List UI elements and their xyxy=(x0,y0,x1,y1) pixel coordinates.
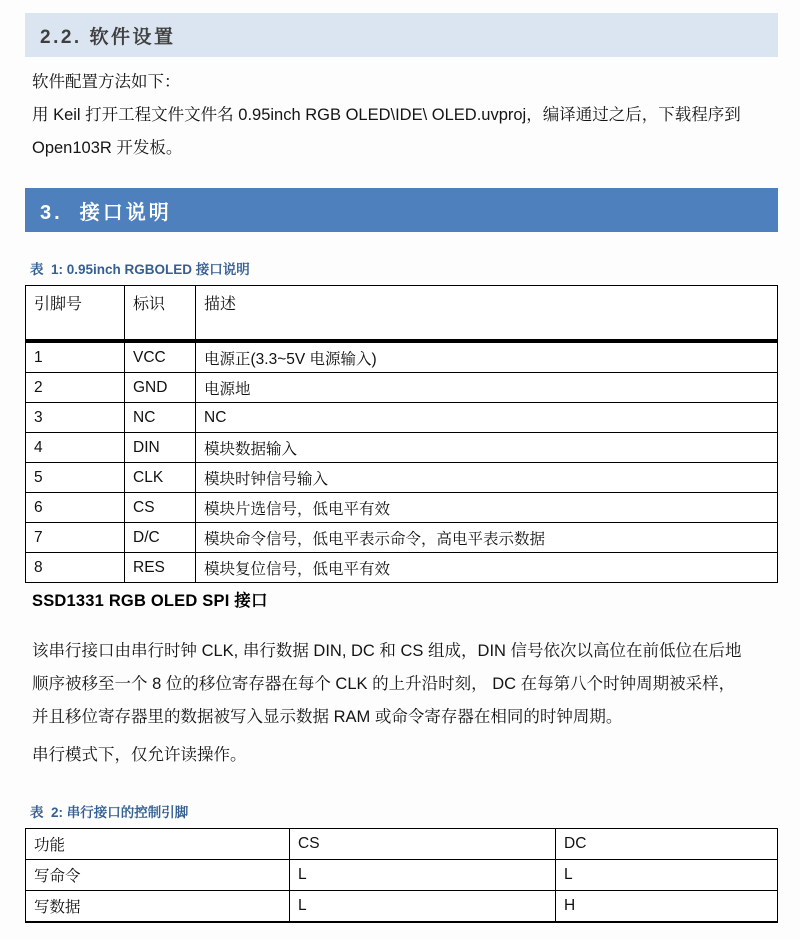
table2-header-dc: DC xyxy=(556,829,778,860)
pin-label: CS xyxy=(125,493,196,523)
paragraph-line: Open103R 开发板。 xyxy=(32,139,183,157)
table1-caption: 表 1: 0.95inch RGBOLED 接口说明 xyxy=(30,262,250,277)
pin-number: 1 xyxy=(26,341,125,373)
dc-level: L xyxy=(556,860,778,891)
serial-mode-note: 串行模式下，仅允许读操作。 xyxy=(32,746,247,764)
pin-description-table xyxy=(25,285,778,583)
paragraph-line: 该串行接口由串行时钟 CLK, 串行数据 DIN, DC 和 CS 组成，DIN 信号依次以高位在前低位在后地 xyxy=(32,642,742,660)
table-header-row xyxy=(26,829,778,860)
heading-interface-description-text: 3. 接口说明 xyxy=(40,201,172,224)
pin-label: NC xyxy=(125,403,196,433)
spi-interface-heading: SSD1331 RGB OLED SPI 接口 xyxy=(32,592,268,610)
table-row xyxy=(26,463,778,493)
pin-label: CLK xyxy=(125,463,196,493)
pin-label: VCC xyxy=(125,341,196,373)
spi-description-paragraph xyxy=(32,635,772,734)
cs-level: L xyxy=(290,891,556,923)
pin-number: 6 xyxy=(26,493,125,523)
table1-header-description: 描述 xyxy=(196,286,778,342)
function-name: 写数据 xyxy=(26,891,290,923)
pin-description: 模块时钟信号输入 xyxy=(196,463,778,493)
pin-number: 5 xyxy=(26,463,125,493)
control-pin-table xyxy=(25,828,778,923)
pin-description: 模块命令信号，低电平表示命令，高电平表示数据 xyxy=(196,523,778,553)
table-row xyxy=(26,373,778,403)
pin-description: 模块复位信号，低电平有效 xyxy=(196,553,778,583)
heading-software-settings xyxy=(25,13,778,57)
pin-description: NC xyxy=(196,403,778,433)
cs-level: L xyxy=(290,860,556,891)
pin-number: 8 xyxy=(26,553,125,583)
table-row xyxy=(26,891,778,923)
table-row xyxy=(26,403,778,433)
pin-number: 2 xyxy=(26,373,125,403)
pin-number: 7 xyxy=(26,523,125,553)
table2-caption: 表 2: 串行接口的控制引脚 xyxy=(30,805,189,820)
table-row xyxy=(26,860,778,891)
pin-number: 4 xyxy=(26,433,125,463)
pin-label: RES xyxy=(125,553,196,583)
table-row xyxy=(26,523,778,553)
table-row xyxy=(26,493,778,523)
heading-software-settings-text: 2.2. 软件设置 xyxy=(40,26,176,48)
pin-label: D/C xyxy=(125,523,196,553)
pin-label: GND xyxy=(125,373,196,403)
pin-number: 3 xyxy=(26,403,125,433)
heading-interface-description xyxy=(25,188,778,232)
table-row xyxy=(26,553,778,583)
table-row xyxy=(26,341,778,373)
table1-header-label: 标识 xyxy=(125,286,196,342)
table-header-row xyxy=(26,286,778,342)
paragraph-line: 软件配置方法如下： xyxy=(32,73,181,91)
pin-label: DIN xyxy=(125,433,196,463)
table1-header-pin: 引脚号 xyxy=(26,286,125,342)
table2-header-function: 功能 xyxy=(26,829,290,860)
pin-description: 模块数据输入 xyxy=(196,433,778,463)
table-row xyxy=(26,433,778,463)
paragraph-line: 并且移位寄存器里的数据被写入显示数据 RAM 或命令寄存器在相同的时钟周期。 xyxy=(32,708,623,726)
function-name: 写命令 xyxy=(26,860,290,891)
pin-description: 模块片选信号，低电平有效 xyxy=(196,493,778,523)
dc-level: H xyxy=(556,891,778,923)
table2-header-cs: CS xyxy=(290,829,556,860)
paragraph-line: 用 Keil 打开工程文件文件名 0.95inch RGB OLED\IDE\ OLED.uvproj，编译通过之后，下载程序到 xyxy=(32,106,741,124)
software-config-paragraph xyxy=(32,66,772,165)
paragraph-line: 顺序被移至一个 8 位的移位寄存器在每个 CLK 的上升沿时刻， DC 在每第八个时钟周期被采样， xyxy=(32,675,736,693)
pin-description: 电源正(3.3~5V 电源输入) xyxy=(196,341,778,373)
pin-description: 电源地 xyxy=(196,373,778,403)
